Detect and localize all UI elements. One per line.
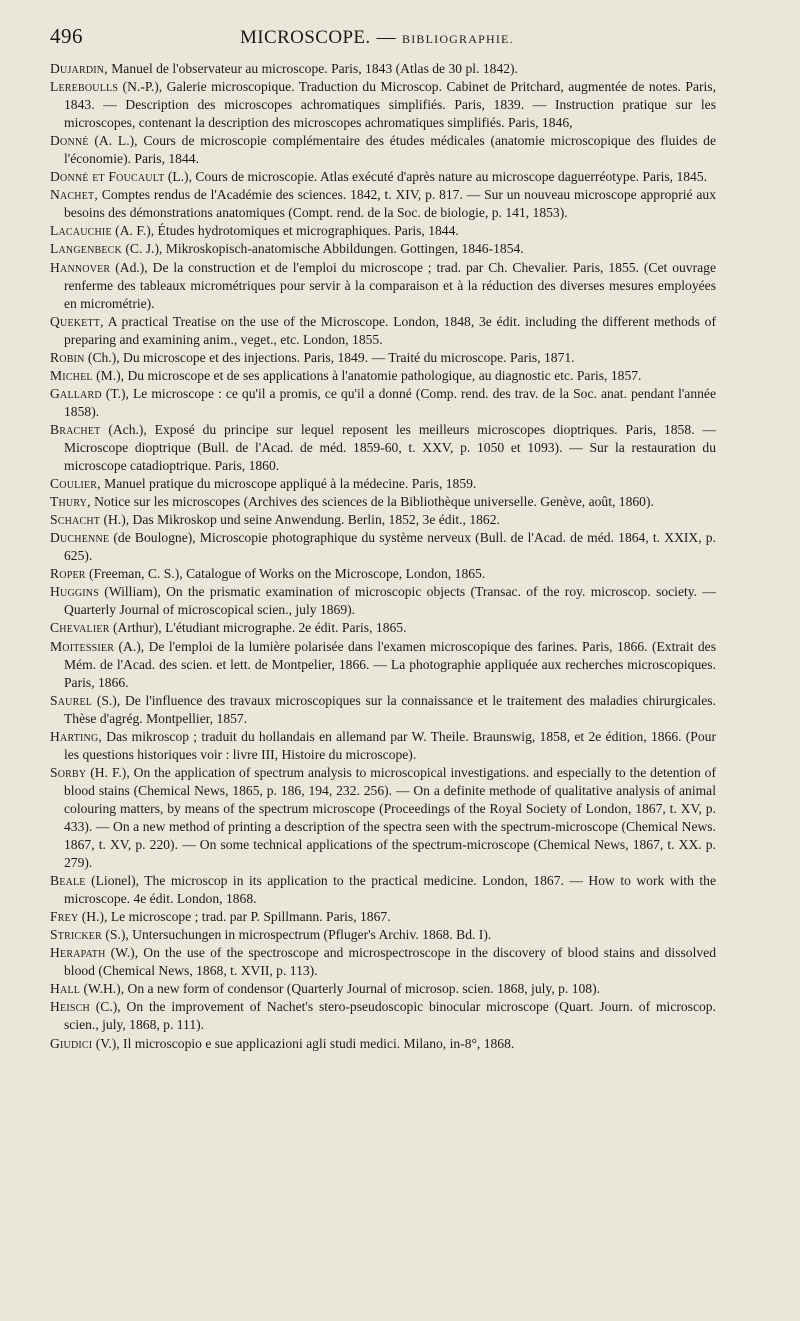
entry-text: (N.-P.), Galerie microscopique. Traduction du Microscop. Cabinet de Pritchard, augmentée de notes. Paris, 1843. — Description des microscopes achromatiques simplifiés. Paris, 1839. — Instruction pratique sur les microscopes, contenant la description des microscopes achromatiques simplifiés. Paris, 1846, xyxy=(64,79,716,131)
entry-author: Nachet, xyxy=(50,187,98,203)
entry-author: Duchenne xyxy=(50,530,110,546)
entry-author: Dujardin, xyxy=(50,61,108,76)
bibliography-entry xyxy=(50,259,716,313)
entry-text: Manuel de l'observateur au microscope. Paris, 1843 (Atlas de 30 pl. 1842). xyxy=(107,61,518,76)
bibliography-entry xyxy=(50,565,716,583)
entry-author: Beale xyxy=(50,873,86,889)
entry-author: Gallard xyxy=(50,385,102,401)
running-title xyxy=(240,27,514,49)
bibliography-entry xyxy=(50,168,716,186)
entry-author: Huggins xyxy=(50,584,99,600)
bibliography-entry xyxy=(50,980,716,998)
entry-author: Moitessier xyxy=(50,638,115,654)
bibliography-entry xyxy=(50,421,716,475)
entry-text: (H.), Das Mikroskop und seine Anwendung. Berlin, 1852, 3e édit., 1862. xyxy=(100,512,500,528)
entry-author: Donné xyxy=(50,133,89,149)
entry-author: Chevalier xyxy=(50,620,110,636)
entry-text: (C. J.), Mikroskopisch-anatomische Abbildungen. Gottingen, 1846-1854. xyxy=(121,241,524,257)
bibliography-entry xyxy=(50,222,716,240)
entry-author: Lacauchie xyxy=(50,223,112,239)
bibliography-entry xyxy=(50,78,716,132)
entry-text: Manuel pratique du microscope appliqué à la médecine. Paris, 1859. xyxy=(100,476,477,492)
bibliography-entry xyxy=(50,764,716,872)
entry-text: Comptes rendus de l'Académie des sciences. 1842, t. XIV, p. 817. — Sur un nouveau microscope approprié aux besoins des démonstrations anatomiques (Compt. rend. de la Soc. de biologie, p. 141, 1853). xyxy=(64,187,716,221)
entry-author: Frey xyxy=(50,909,79,925)
entry-author: Lereboulls xyxy=(50,79,119,95)
bibliography-entry xyxy=(50,583,716,619)
entry-author: Stricker xyxy=(50,927,102,943)
entry-author: Schacht xyxy=(50,512,101,528)
entry-author: Quekett, xyxy=(50,313,104,329)
entry-author: Heisch xyxy=(50,999,90,1015)
entry-author: Giudici xyxy=(50,1035,93,1051)
entry-text: (A. F.), Études hydrotomiques et micrographiques. Paris, 1844. xyxy=(111,223,459,239)
bibliography-entry xyxy=(50,692,716,728)
entry-author: Langenbeck xyxy=(50,241,122,257)
entry-author: Coulier, xyxy=(50,476,101,492)
entry-author: Harting, xyxy=(50,728,102,744)
running-title-separator: — xyxy=(376,27,396,48)
bibliography-entry xyxy=(50,367,716,385)
bibliography-entry xyxy=(50,511,716,529)
entry-author: Thury, xyxy=(50,494,91,510)
entry-text: (M.), Du microscope et de ses applications à l'anatomie pathologique, au diagnostic etc. Paris, 1857. xyxy=(92,367,642,383)
bibliography-entry xyxy=(50,619,716,637)
bibliography-entry xyxy=(50,638,716,692)
bibliography-entry xyxy=(50,1035,716,1053)
entry-text: Das mikroscop ; traduit du hollandais en allemand par W. Theile. Braunswig, 1858, et 2e édition, 1866. (Pour les questions historiques voir : livre III, Histoire du microscope). xyxy=(64,728,716,762)
entry-text: (William), On the prismatic examination of microscopic objects (Transac. of the roy. microscop. society. — Quarterly Journal of microscopical scien., july 1869). xyxy=(64,584,716,618)
entry-text: (W.), On the use of the spectroscope and microspectroscope in the discovery of blood stains and dissolved blood (Chemical News, 1868, t. XVII, p. 113). xyxy=(64,945,716,979)
entry-text: (A.), De l'emploi de la lumière polarisée dans l'examen microscopique des farines. Paris, 1866. (Extrait des Mém. de l'Acad. des scien. et lett. de Montpelier, 1866. — La photographie appliquée aux recherches microscopiques. Paris, 1866. xyxy=(64,638,716,690)
entry-text: Notice sur les microscopes (Archives des sciences de la Bibliothèque universelle. Genève, août, 1860). xyxy=(90,494,654,510)
entry-author: Michel xyxy=(50,367,93,383)
entry-text: A practical Treatise on the use of the Microscope. London, 1848, 3e édit. including the different methods of preparing and examining anim., veget., etc. London, 1855. xyxy=(64,313,716,347)
bibliography-entry xyxy=(50,998,716,1034)
bibliography-list xyxy=(50,60,716,1053)
entry-author: Hall xyxy=(50,981,81,997)
entry-author: Roper xyxy=(50,566,86,582)
entry-text: (T.), Le microscope : ce qu'il a promis, ce qu'il a donné (Comp. rend. des trav. de la Soc. anat. pendant l'année 1858). xyxy=(64,385,716,419)
running-title-subtitle: BIBLIOGRAPHIE. xyxy=(401,32,514,46)
entry-author: Saurel xyxy=(50,692,93,708)
entry-text: (L.), Cours de microscopie. Atlas exécuté d'après nature au microscope daguerréotype. Paris, 1845. xyxy=(164,169,708,185)
entry-author: Brachet xyxy=(50,421,101,437)
bibliography-entry xyxy=(50,349,716,367)
entry-author: Donné et Foucault xyxy=(50,169,165,185)
entry-text: (C.), On the improvement of Nachet's stero-pseudoscopic binocular microscope (Quart. Journ. of microscop. scien., july, 1868, p. 111). xyxy=(64,999,716,1033)
bibliography-entry xyxy=(50,529,716,565)
entry-text: (Arthur), L'étudiant micrographe. 2e édit. Paris, 1865. xyxy=(109,620,407,636)
entry-text: (Ad.), De la construction et de l'emploi du microscope ; trad. par Ch. Chevalier. Paris, 1855. (Cet ouvrage renferme des tableaux micrométriques pour servir à la comparaison et à la réduction des diverses mesures employées en micrométrie). xyxy=(64,259,716,311)
entry-text: (H. F.), On the application of spectrum analysis to microscopical investigations. and especially to the detention of blood stains (Chemical News, 1865, p. 186, 194, 232. 256). — On a definite methode of qualitative analysis of animal colouring matters, by means of the spectrum microscope (Proceedings of the Royal Society of London, 1867, t. XV, p. 433). — On a new method of printing a description of the spectra seen with the spectrum-microscope (Chemical News. 1867, t. XV, p. 220). — On some technical applications of the spectrum-microscope (Chemical News, 1867, t. XX. p. 279). xyxy=(64,764,716,871)
bibliography-entry xyxy=(50,240,716,258)
bibliography-entry xyxy=(50,385,716,421)
entry-text: (Lionel), The microscop in its application to the practical medicine. London, 1867. — How to work with the microscope. 4e édit. London, 1868. xyxy=(64,873,716,907)
entry-author: Sorby xyxy=(50,764,87,780)
bibliography-entry xyxy=(50,475,716,493)
entry-text: (Ach.), Exposé du principe sur lequel reposent les meilleurs microscopes dioptriques. Paris, 1858. — Microscope dioptrique (Bull. de l'Acad. de méd. 1859-60, t. XXV, p. 1050 et 1093). — Sur la restauration du microscope catadioptrique. Paris, 1860. xyxy=(64,421,716,474)
bibliography-entry xyxy=(50,926,716,944)
entry-text: (S.), Untersuchungen in microspectrum (Pfluger's Archiv. 1868. Bd. I). xyxy=(101,927,492,943)
entry-text: (V.), Il microscopio e sue applicazioni agli studi medici. Milano, in-8°, 1868. xyxy=(92,1035,515,1051)
bibliography-entry xyxy=(50,728,716,764)
entry-text: (H.), Le microscope ; trad. par P. Spillmann. Paris, 1867. xyxy=(78,909,391,925)
page-header xyxy=(50,24,716,58)
entry-text: (A. L.), Cours de microscopie complémentaire des études médicales (anatomie microscopique des fluides de l'économie). Paris, 1844. xyxy=(64,133,716,167)
bibliography-entry xyxy=(50,186,716,222)
entry-author: Robin xyxy=(50,349,85,365)
entry-text: (W.H.), On a new form of condensor (Quarterly Journal of microsop. scien. 1868, july, p. 108). xyxy=(80,981,601,997)
entry-author: Herapath xyxy=(50,945,106,961)
bibliography-entry xyxy=(50,132,716,168)
entry-text: (S.), De l'influence des travaux microscopiques sur la connaissance et le traitement des maladies chirurgicales. Thèse d'agrég. Montpellier, 1857. xyxy=(64,692,716,726)
bibliography-entry xyxy=(50,313,716,349)
entry-text: (Freeman, C. S.), Catalogue of Works on the Microscope, London, 1865. xyxy=(85,566,486,582)
entry-text: (de Boulogne), Microscopie photographique du système nerveux (Bull. de l'Acad. de méd. 1864, t. XXIX, p. 625). xyxy=(64,530,716,564)
page-number: 496 xyxy=(50,24,83,48)
bibliography-entry xyxy=(50,908,716,926)
entry-author: Hannover xyxy=(50,259,111,275)
running-title-main: MICROSCOPE. xyxy=(240,27,371,48)
entry-text: (Ch.), Du microscope et des injections. Paris, 1849. — Traité du microscope. Paris, 1871. xyxy=(84,349,575,365)
bibliography-entry xyxy=(50,60,716,78)
bibliography-entry xyxy=(50,493,716,511)
bibliography-entry xyxy=(50,872,716,908)
bibliography-entry xyxy=(50,944,716,980)
